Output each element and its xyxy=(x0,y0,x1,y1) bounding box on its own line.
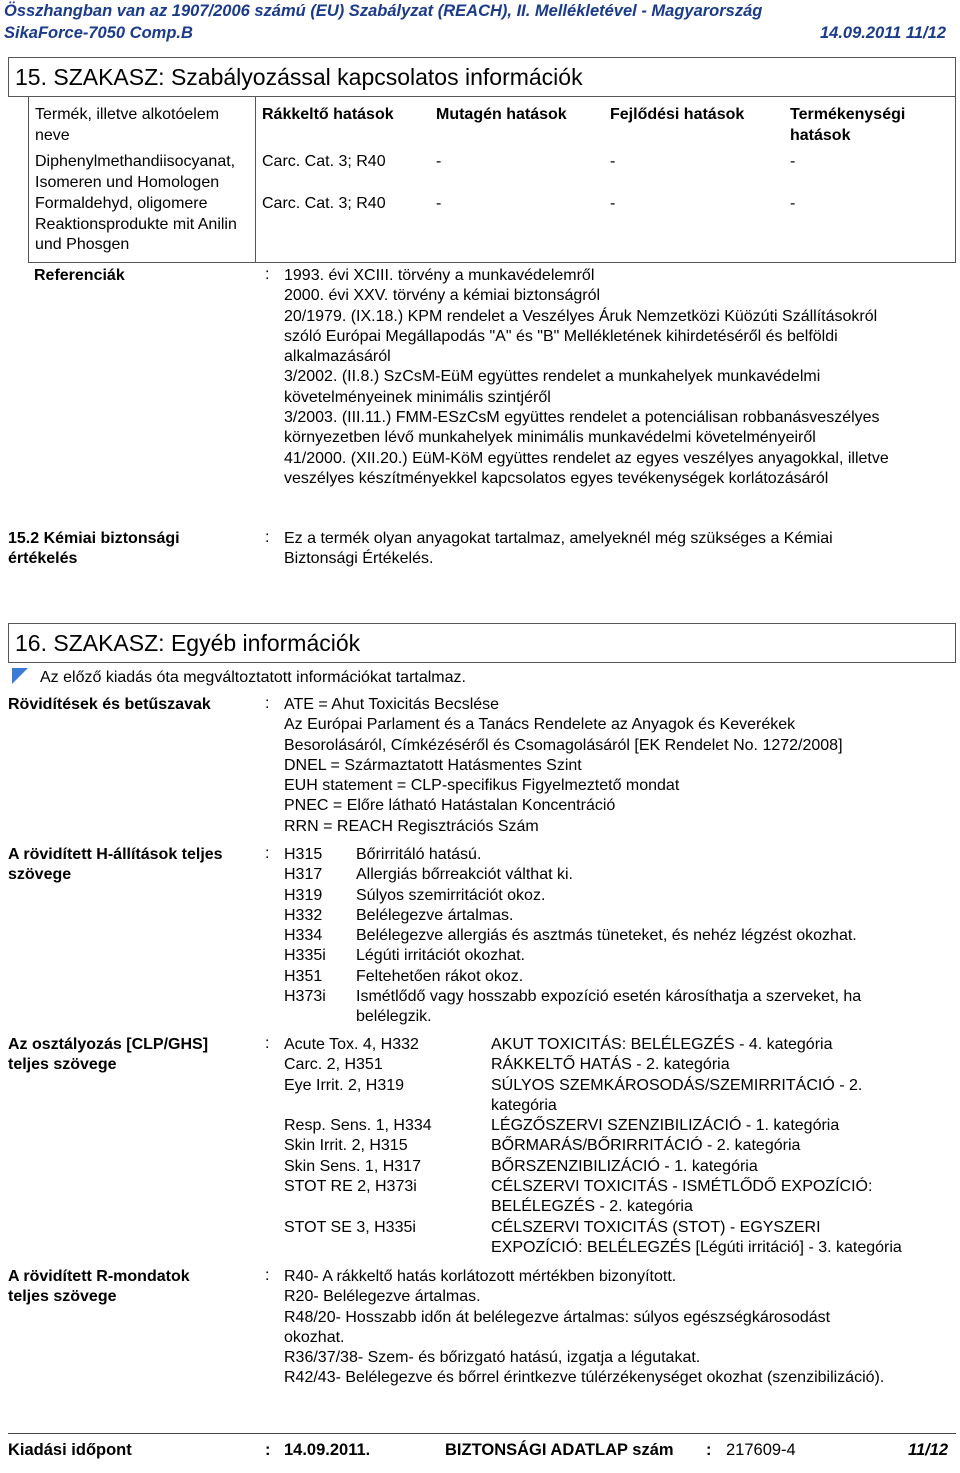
clp-code: Skin Sens. 1, H317 xyxy=(284,1157,421,1175)
abbreviations-label: Rövidítések és betűszavak xyxy=(8,696,211,713)
abbreviations-list xyxy=(284,695,843,837)
clp-row xyxy=(284,1035,902,1055)
clp-code: Carc. 2, H351 xyxy=(284,1056,383,1074)
footer-page: 11/12 xyxy=(908,1441,949,1459)
h-statements-list xyxy=(284,845,861,1028)
table-cell-developmental: - xyxy=(604,194,784,262)
h-statements-label-line: szövege xyxy=(8,866,72,884)
clp-code: Eye Irrit. 2, H319 xyxy=(284,1076,405,1094)
references-label: Referenciák xyxy=(34,267,125,284)
h-statement-row xyxy=(284,926,861,946)
abbreviations-colon: : xyxy=(265,695,270,712)
reference-line: alkalmazásáról xyxy=(284,348,391,366)
h-text: Súlyos szemirritációt okoz. xyxy=(356,886,546,904)
clp-label-line: Az osztályozás [CLP/GHS] xyxy=(8,1036,209,1053)
h-statement-row xyxy=(284,987,861,1007)
clp-colon: : xyxy=(265,1035,270,1052)
h-text: Feltehetően rákot okoz. xyxy=(356,967,524,985)
reference-line: 3/2003. (III.11.) FMM-ESzCsM együttes rendelet a potenciálisan robbanásveszélyes xyxy=(284,409,880,427)
references-list xyxy=(284,266,954,489)
h-statement-row xyxy=(284,946,861,966)
footer-colon: : xyxy=(706,1441,712,1459)
clp-code: Acute Tox. 4, H332 xyxy=(284,1036,419,1053)
h-statement-row xyxy=(284,865,861,885)
clp-code: Skin Irrit. 2, H315 xyxy=(284,1137,408,1155)
reference-line: 3/2002. (II.8.) SzCsM-EüM együttes rendelet a munkahelyek munkavédelmi xyxy=(284,368,821,386)
clp-text: CÉLSZERVI TOXICITÁS - ISMÉTLŐDŐ EXPOZÍCIÓ: xyxy=(491,1178,873,1196)
h-code: H335i xyxy=(284,947,326,965)
clp-code: STOT RE 2, H373i xyxy=(284,1178,417,1196)
clp-label xyxy=(8,1035,208,1076)
chemical-safety-label-line: értékelés xyxy=(8,550,78,568)
clp-label-line: teljes szövege xyxy=(8,1056,117,1074)
h-text: Belélegezve allergiás és asztmás tüneteket, és nehéz légzést okozhat. xyxy=(356,927,857,945)
col-header-fertility: Termékenységi hatások xyxy=(784,97,956,152)
r-phrase-line: R48/20- Hosszabb időn át belélegezve ártalmas: súlyos egészségkárosodást xyxy=(284,1308,831,1326)
section-16-title: 16. SZAKASZ: Egyéb információk xyxy=(8,623,956,663)
table-cell-product: Diphenylmethandiisocyanat, Isomeren und Homologen xyxy=(29,152,256,194)
h-statements-label-line: A rövidített H-állítások teljes xyxy=(8,846,223,863)
chemical-safety-text xyxy=(284,529,833,570)
table-cell-carcinogenic: Carc. Cat. 3; R40 xyxy=(262,153,386,170)
chemical-safety-text-line: Ez a termék olyan anyagokat tartalmaz, amelyeknél még szükséges a Kémiai xyxy=(284,530,833,547)
r-phrase-line: okozhat. xyxy=(284,1328,345,1346)
reference-line: 1993. évi XCIII. törvény a munkavédelemről xyxy=(284,267,595,284)
clp-text: RÁKKELTŐ HATÁS - 2. kategória xyxy=(491,1056,730,1074)
section-15-title: 15. SZAKASZ: Szabályozással kapcsolatos információk xyxy=(8,57,956,97)
h-code: H334 xyxy=(284,927,323,945)
r-phrase-line: R42/43- Belélegezve és bőrrel érintkezve túlérzékenységet okozhat (szenzibilizáció). xyxy=(284,1369,885,1387)
footer-issue-date: 14.09.2011. xyxy=(284,1441,371,1459)
abbreviation-line: EUH statement = CLP-specifikus Figyelmeztető mondat xyxy=(284,777,680,795)
h-code: H332 xyxy=(284,906,323,924)
chemical-safety-colon: : xyxy=(265,529,270,546)
reference-line: követelményeinek minimális szintjéről xyxy=(284,388,551,406)
abbreviation-line: ATE = Ahut Toxicitás Becslése xyxy=(284,696,500,713)
col-header-mutagenic: Mutagén hatások xyxy=(436,106,567,123)
clp-row xyxy=(284,1096,902,1116)
clp-row xyxy=(284,1136,902,1156)
clp-text: AKUT TOXICITÁS: BELÉLEGZÉS - 4. kategória xyxy=(491,1036,833,1053)
table-cell-developmental: - xyxy=(610,153,616,170)
footer-sds-label: BIZTONSÁGI ADATLAP szám xyxy=(445,1441,674,1459)
r-phrases-colon: : xyxy=(265,1267,270,1284)
h-code: H315 xyxy=(284,846,323,863)
h-text: Ismétlődő vagy hosszabb expozíció esetén károsíthatja a szerveket, ha xyxy=(356,988,862,1006)
r-phrases-label-line: A rövidített R-mondatok xyxy=(8,1268,190,1285)
header-date-page: 14.09.2011 11/12 xyxy=(819,24,946,42)
r-phrases-label xyxy=(8,1267,190,1308)
r-phrases-label-line: teljes szövege xyxy=(8,1288,117,1306)
abbreviation-line: Az Európai Parlament és a Tanács Rendelete az Anyagok és Keverékek xyxy=(284,716,796,734)
abbreviation-line: Besorolásáról, Címkézéséről és Csomagolásáról [EK Rendelet No. 1272/2008] xyxy=(284,736,843,754)
h-code: H373i xyxy=(284,988,326,1006)
change-marker-icon xyxy=(12,668,28,684)
abbreviation-line: RRN = REACH Regisztrációs Szám xyxy=(284,817,539,835)
reference-line: szóló Európai Megállapodás "A" és "B" Mellékletének kihirdetéséről és belföldi xyxy=(284,327,838,345)
h-text: Légúti irritációt okozhat. xyxy=(356,947,525,965)
clp-text: LÉGZŐSZERVI SZENZIBILIZÁCIÓ - 1. kategória xyxy=(491,1117,840,1135)
clp-row xyxy=(284,1218,902,1238)
clp-text: BELÉLEGZÉS - 2. kategória xyxy=(491,1198,693,1216)
h-text: Belélegezve ártalmas. xyxy=(356,906,514,924)
table-cell-fertility: - xyxy=(784,194,956,262)
footer-colon: : xyxy=(265,1441,271,1459)
r-phrases-list xyxy=(284,1267,884,1389)
r-phrase-line: R36/37/38- Szem- és bőrizgató hatású, izgatja a légutakat. xyxy=(284,1349,701,1367)
r-phrase-line: R20- Belélegezve ártalmas. xyxy=(284,1288,481,1306)
clp-list xyxy=(284,1035,902,1258)
h-statement-row xyxy=(284,1007,861,1027)
clp-code: STOT SE 3, H335i xyxy=(284,1218,416,1236)
footer-sds-number: 217609-4 xyxy=(726,1441,796,1459)
col-header-carcinogenic: Rákkeltő hatások xyxy=(262,106,394,123)
clp-row xyxy=(284,1177,902,1197)
table-header-row xyxy=(29,97,956,152)
table-cell-mutagenic: - xyxy=(430,194,604,262)
h-code: H351 xyxy=(284,967,323,985)
col-header-product: Termék, illetve alkotóelem neve xyxy=(29,97,256,152)
clp-row xyxy=(284,1116,902,1136)
changed-note: Az előző kiadás óta megváltoztatott információkat tartalmaz. xyxy=(40,669,466,686)
reference-line: veszélyes készítményekkel kapcsolatos egyes tevékenységek korlátozásáról xyxy=(284,469,829,487)
clp-text: SÚLYOS SZEMKÁROSODÁS/SZEMIRRITÁCIÓ - 2. xyxy=(491,1076,863,1094)
h-statement-row xyxy=(284,845,861,865)
document-header-product-line xyxy=(4,24,946,43)
toxicity-table xyxy=(28,97,956,263)
clp-code: Resp. Sens. 1, H334 xyxy=(284,1117,432,1135)
clp-row xyxy=(284,1157,902,1177)
chemical-safety-text-line: Biztonsági Értékelés. xyxy=(284,550,434,568)
h-statements-colon: : xyxy=(265,845,270,862)
h-statement-row xyxy=(284,967,861,987)
reference-line: környezetben lévő munkahelyek minimális munkavédelmi követelményeiről xyxy=(284,429,816,447)
footer-divider xyxy=(8,1433,956,1434)
chemical-safety-label xyxy=(8,529,180,570)
clp-text: BŐRMARÁS/BŐRIRRITÁCIÓ - 2. kategória xyxy=(491,1137,801,1155)
reference-line: 2000. évi XXV. törvény a kémiai biztonságról xyxy=(284,287,601,305)
clp-text: kategória xyxy=(491,1096,557,1114)
table-cell-product: Formaldehyd, oligomere Reaktionsprodukte mit Anilin und Phosgen xyxy=(29,194,256,262)
references-colon: : xyxy=(265,266,270,283)
chemical-safety-label-line: 15.2 Kémiai biztonsági xyxy=(8,530,180,547)
table-row xyxy=(29,152,956,194)
abbreviation-line: PNEC = Előre látható Hatástalan Koncentráció xyxy=(284,797,616,815)
clp-row xyxy=(284,1055,902,1075)
h-statement-row xyxy=(284,886,861,906)
r-phrase-line: R40- A rákkeltő hatás korlátozott mértékben bizonyított. xyxy=(284,1268,677,1285)
abbreviation-line: DNEL = Származtatott Hatásmentes Szint xyxy=(284,756,582,774)
reference-line: 41/2000. (XII.20.) EüM-KöM együttes rendelet az egyes veszélyes anyagokkal, illetve xyxy=(284,449,889,467)
h-statements-label xyxy=(8,845,223,886)
h-text: Bőrirritáló hatású. xyxy=(356,846,482,863)
clp-text: CÉLSZERVI TOXICITÁS (STOT) - EGYSZERI xyxy=(491,1218,821,1236)
h-text: Allergiás bőrreakciót válthat ki. xyxy=(356,866,573,884)
table-cell-mutagenic: - xyxy=(436,153,442,170)
h-code: H317 xyxy=(284,866,323,884)
clp-text: BŐRSZENZIBILIZÁCIÓ - 1. kategória xyxy=(491,1157,758,1175)
clp-row xyxy=(284,1076,902,1096)
footer-issue-label: Kiadási időpont xyxy=(8,1441,132,1459)
reference-line: 20/1979. (IX.18.) KPM rendelet a Veszélyes Áruk Nemzetközi Küözúti Szállításokról xyxy=(284,307,878,325)
table-row xyxy=(29,194,956,262)
document-header-title: Összhangban van az 1907/2006 számú (EU) Szabályzat (REACH), II. Mellékletével - Magyarország xyxy=(4,2,763,20)
h-statement-row xyxy=(284,906,861,926)
table-cell-fertility: - xyxy=(784,152,956,194)
h-text: belélegzik. xyxy=(356,1008,432,1026)
col-header-developmental: Fejlődési hatások xyxy=(610,106,745,123)
h-code: H319 xyxy=(284,886,323,904)
clp-text: EXPOZÍCIÓ: BELÉLEGZÉS [Légúti irritáció] - 3. kategória xyxy=(491,1238,902,1256)
product-name: SikaForce-7050 Comp.B xyxy=(4,24,193,42)
clp-row xyxy=(284,1197,902,1217)
clp-row xyxy=(284,1238,902,1258)
table-cell-carcinogenic: Carc. Cat. 3; R40 xyxy=(256,194,431,262)
